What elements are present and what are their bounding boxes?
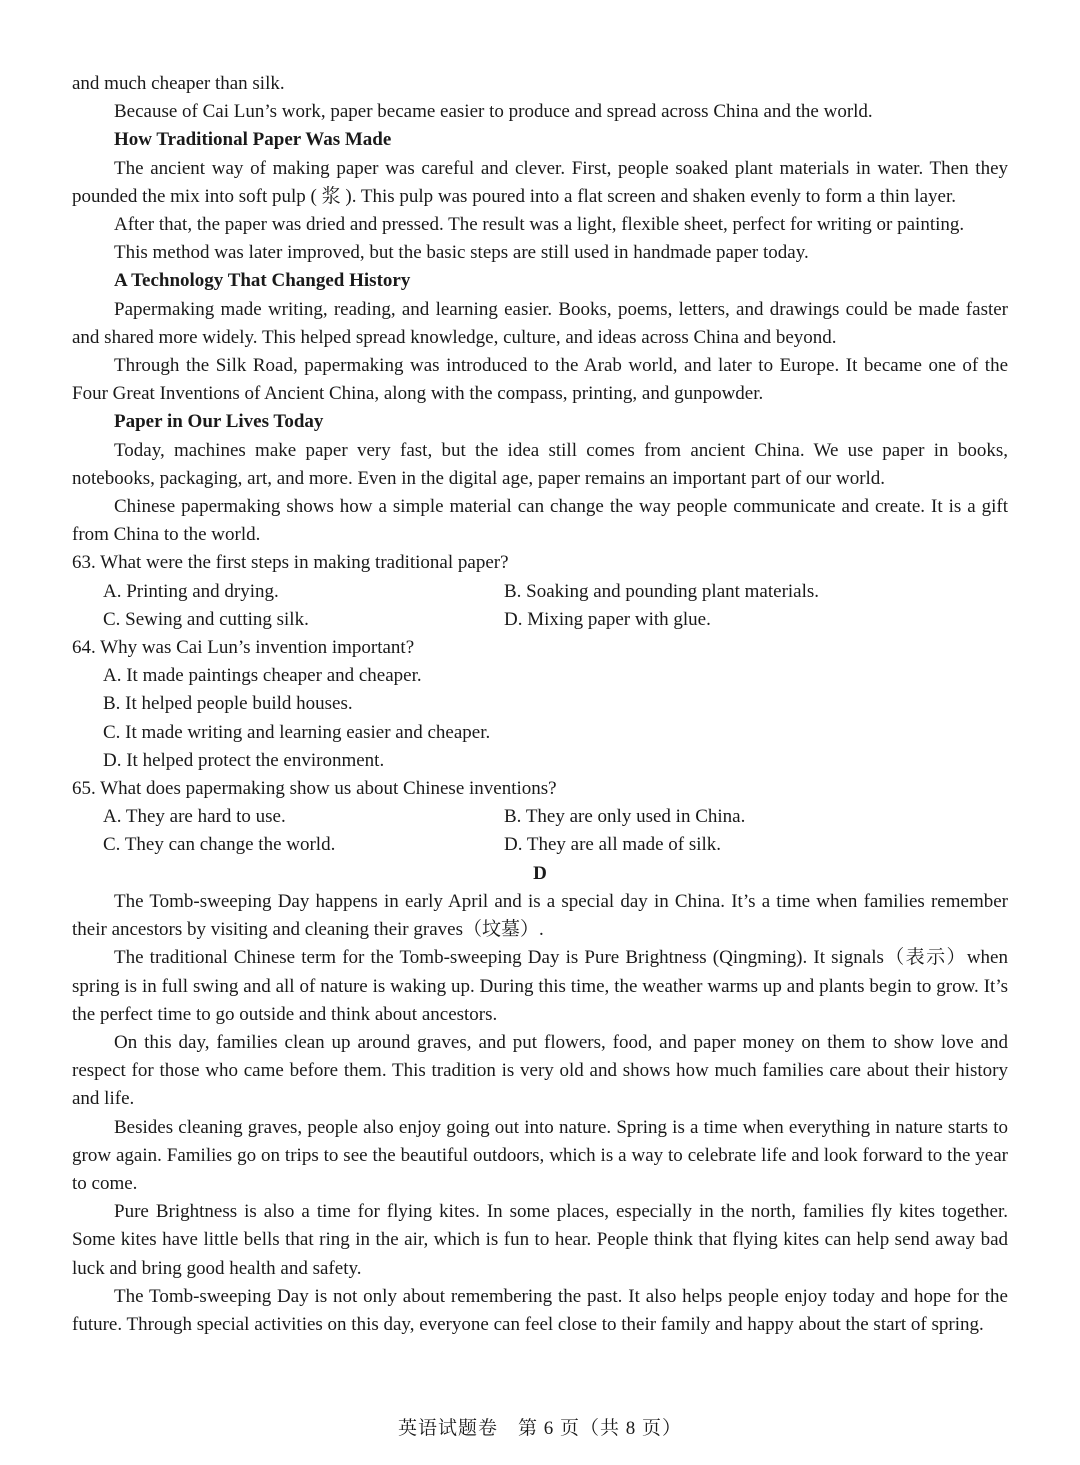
- passage-paragraph: On this day, families clean up around graves, and put flowers, food, and paper money on them to show love and respect for those who came before them. This tradition is very old and shows how much families care about their history and life.: [72, 1031, 1008, 1110]
- passage-subheading: Paper in Our Lives Today: [114, 411, 324, 433]
- option-d: D. Mixing paper with glue.: [504, 608, 711, 630]
- question-64: [72, 634, 1008, 775]
- question-65: [72, 775, 1008, 860]
- answer-options: [72, 578, 1008, 634]
- passage-paragraph: Chinese papermaking shows how a simple material can change the way people communicate and create. It is a gift from China to the world.: [72, 496, 1008, 546]
- answer-options: [72, 662, 1008, 775]
- passage-paragraph: The Tomb-sweeping Day is not only about remembering the past. It also helps people enjoy today and hope for the future. Through special activities on this day, everyone can feel close to their family and happy about the start of spring.: [72, 1285, 1008, 1335]
- option-c: C. They can change the world.: [103, 834, 336, 856]
- passage-paragraph: Pure Brightness is also a time for flying kites. In some places, especially in the north, families fly kites together. Some kites have little bells that ring in the air, which is fun to hear. People think that flying kites can help send away bad luck and bring good health and safety.: [72, 1201, 1008, 1279]
- passage-paragraph: The Tomb-sweeping Day happens in early April and is a special day in China. It’s a time when families remember their ancestors by visiting and cleaning their graves（坟墓）.: [72, 890, 1008, 941]
- passage-subheading: A Technology That Changed History: [114, 270, 411, 292]
- passage-paragraph: The traditional Chinese term for the Tomb-sweeping Day is Pure Brightness (Qingming). It signals（表示）when spring is in full swing and all of nature is waking up. During this time, the weather warms up and plants begin to grow. It’s the perfect time to go outside and think about ancestors.: [72, 947, 1008, 1025]
- page-content: [72, 70, 1008, 1339]
- option-a: A. Printing and drying.: [103, 580, 279, 602]
- question-stem: 65. What does papermaking show us about Chinese inventions?: [72, 778, 557, 800]
- passage-paragraph: Papermaking made writing, reading, and learning easier. Books, poems, letters, and drawings could be made faster and shared more widely. This helped spread knowledge, culture, and ideas across China and beyond.: [72, 298, 1008, 348]
- passage-subheading: How Traditional Paper Was Made: [114, 129, 392, 151]
- passage-paragraph: Besides cleaning graves, people also enjoy going out into nature. Spring is a time when everything in nature starts to grow again. Families go on trips to see the beautiful outdoors, which is a way to celebrate life and look forward to the year to come.: [72, 1116, 1008, 1194]
- question-stem: 64. Why was Cai Lun’s invention important?: [72, 637, 415, 659]
- answer-options: [72, 803, 1008, 859]
- passage-paragraph: Through the Silk Road, papermaking was introduced to the Arab world, and later to Europe. It became one of the Four Great Inventions of Ancient China, along with the compass, printing, and gunpowder.: [72, 355, 1008, 405]
- passage-paragraph: This method was later improved, but the basic steps are still used in handmade paper today.: [114, 242, 809, 264]
- question-63: [72, 549, 1008, 634]
- passage-paragraph: The ancient way of making paper was careful and clever. First, people soaked plant materials in water. Then they pounded the mix into soft pulp ( 浆 ). This pulp was poured into a flat screen and shaken evenly to form a thin layer.: [72, 157, 1008, 207]
- passage-paragraph: Today, machines make paper very fast, but the idea still comes from ancient China. We use paper in books, notebooks, packaging, art, and more. Even in the digital age, paper remains an important part of our world.: [72, 439, 1008, 489]
- option-d: D. They are all made of silk.: [504, 834, 722, 856]
- passage-paragraph: After that, the paper was dried and pressed. The result was a light, flexible sheet, perfect for writing or painting.: [114, 214, 965, 236]
- passage-paragraph: and much cheaper than silk.: [72, 73, 285, 94]
- section-label: D: [533, 862, 547, 884]
- passage-paragraph: Because of Cai Lun’s work, paper became easier to produce and spread across China and the world.: [114, 101, 873, 123]
- question-stem: 63. What were the first steps in making traditional paper?: [72, 552, 509, 574]
- option-b: B. Soaking and pounding plant materials.: [504, 580, 820, 602]
- option-a: A. They are hard to use.: [103, 806, 286, 828]
- option-c: C. It made writing and learning easier and cheaper.: [103, 721, 491, 743]
- option-b: B. It helped people build houses.: [103, 693, 353, 715]
- option-c: C. Sewing and cutting silk.: [103, 608, 309, 630]
- option-d: D. It helped protect the environment.: [103, 749, 385, 771]
- option-b: B. They are only used in China.: [504, 806, 746, 828]
- option-a: A. It made paintings cheaper and cheaper.: [103, 665, 422, 687]
- page-footer: 英语试题卷 第 6 页（共 8 页）: [397, 1418, 682, 1439]
